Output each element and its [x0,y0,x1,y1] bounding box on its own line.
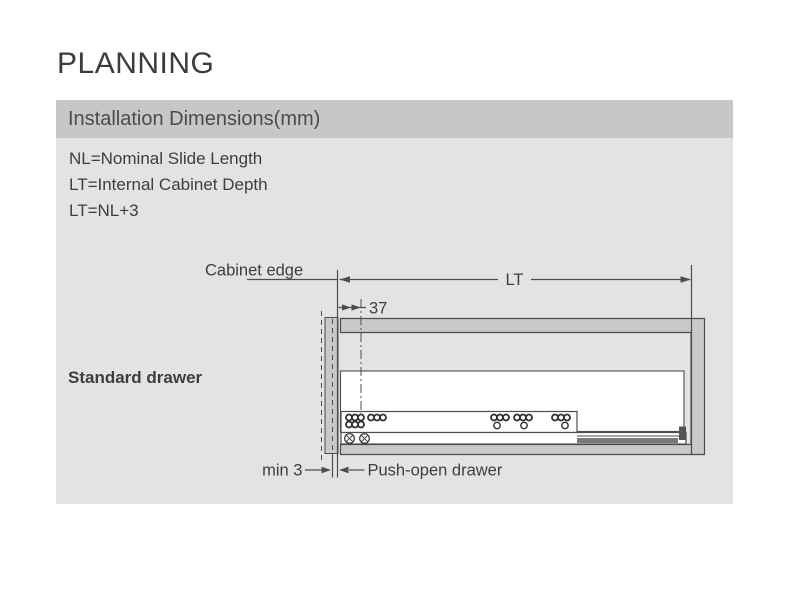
installation-panel [56,100,733,504]
lt-label: LT [505,271,524,289]
note-line-3: LT=NL+3 [69,201,139,220]
cabinet-edge-label: Cabinet edge [205,261,304,280]
page-title: PLANNING [57,47,215,80]
min-gap-label: min 3 [262,461,303,480]
note-line-1: NL=Nominal Slide Length [69,149,263,168]
offset-37-label: 37 [369,299,388,318]
note-line-2: LT=Internal Cabinet Depth [69,175,268,194]
panel-header: Installation Dimensions(mm) [56,100,733,138]
push-open-label: Push-open drawer [367,461,503,480]
standard-drawer-label: Standard drawer [68,368,203,387]
dimension-notes [69,146,721,224]
